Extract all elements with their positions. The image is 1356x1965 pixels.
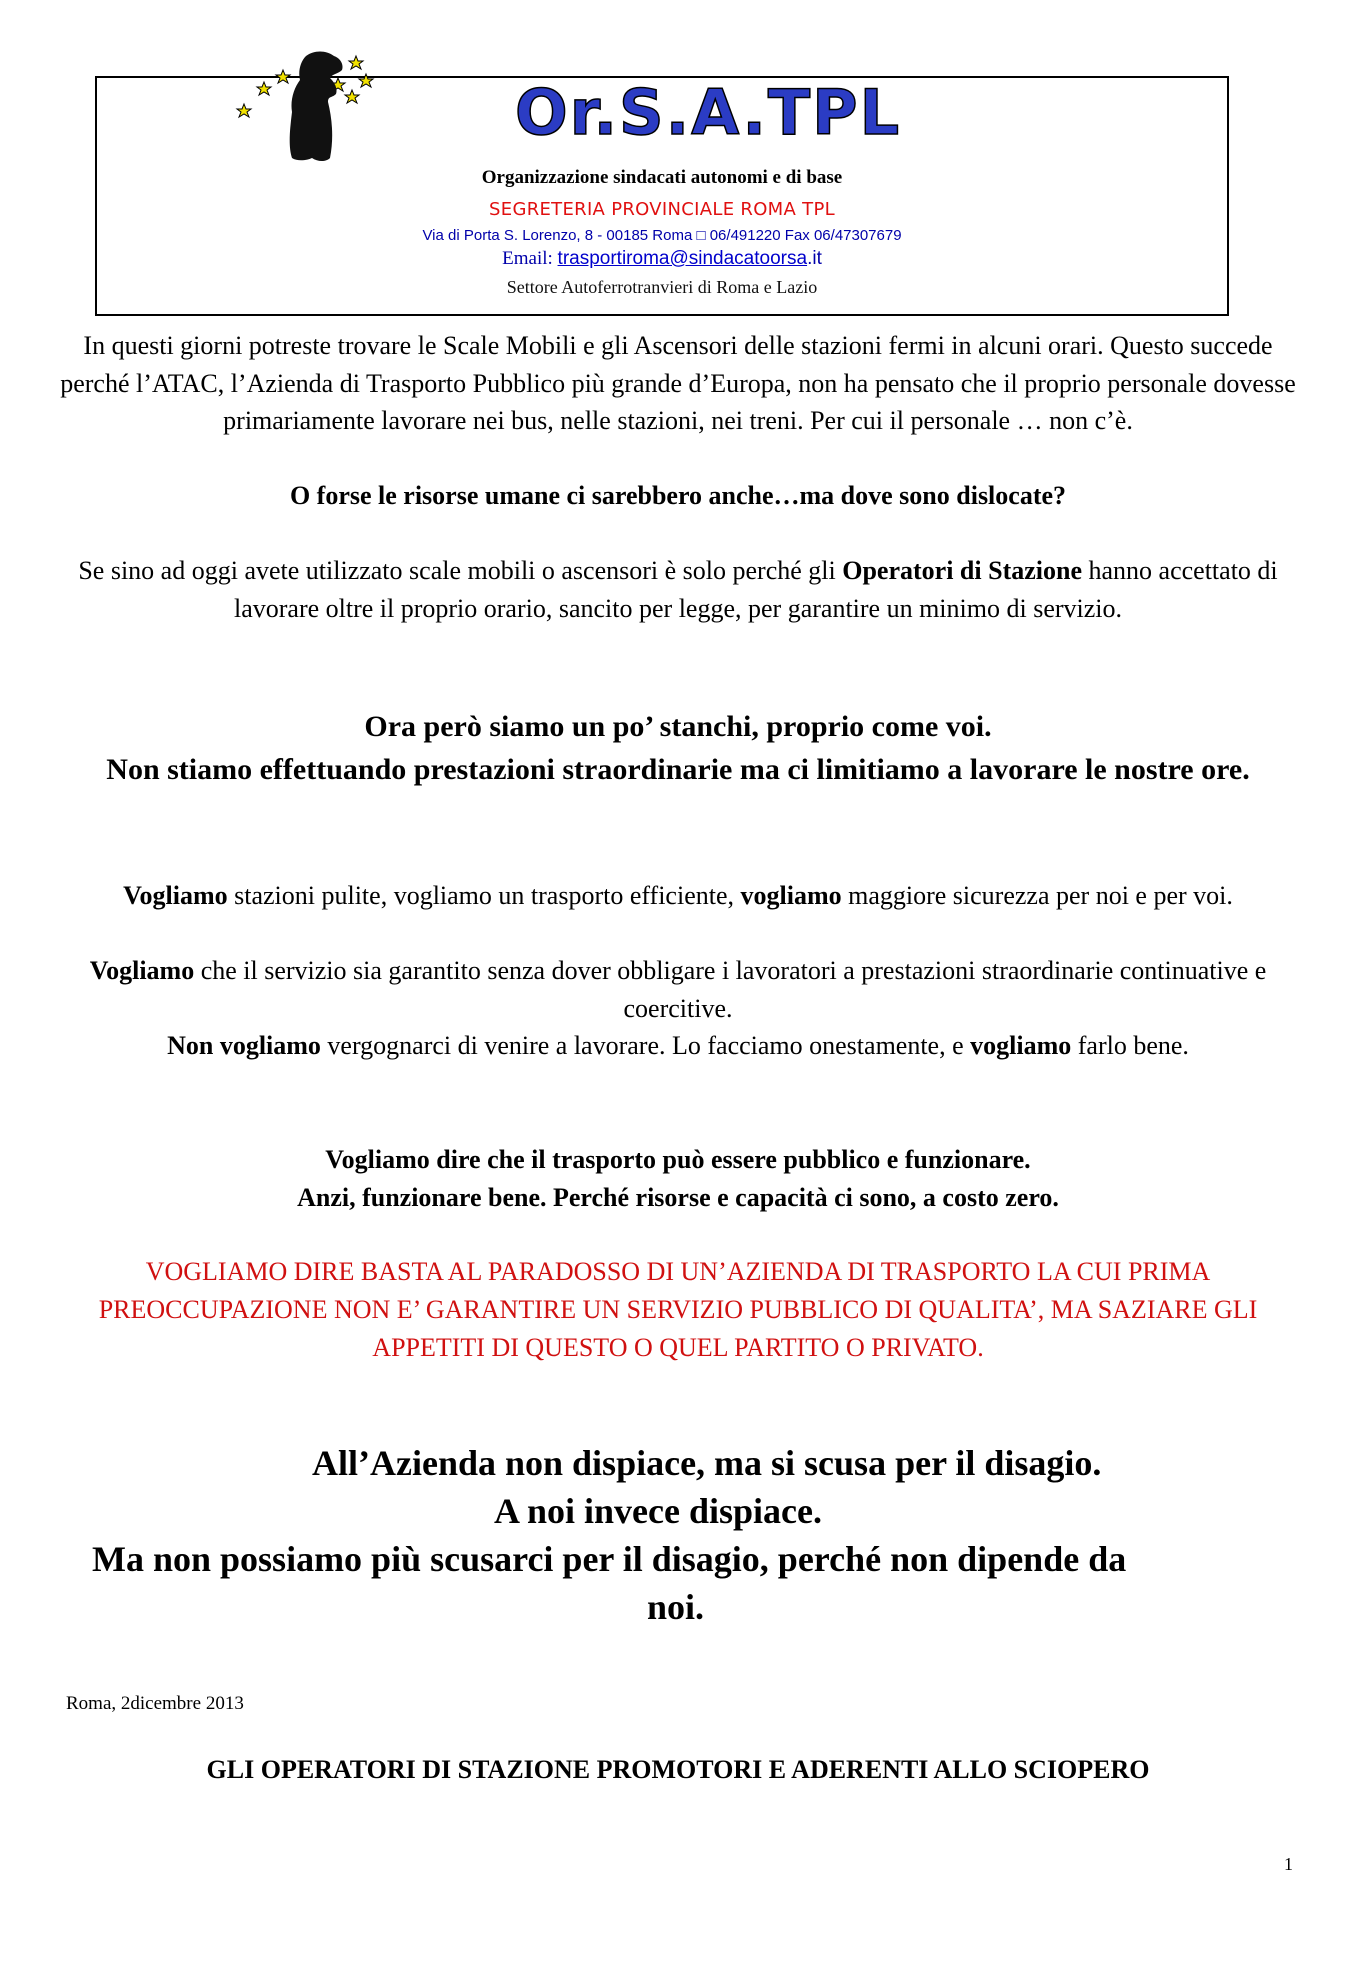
want-bold-1: Vogliamo — [123, 881, 228, 910]
operators-paragraph — [60, 552, 1296, 627]
public-line-2: Anzi, funzionare bene. Perché risorse e capacità ci sono, a costo zero. — [297, 1183, 1059, 1212]
email-line — [95, 248, 1229, 270]
want-bold-3: Vogliamo — [89, 956, 195, 985]
sector-line: Settore Autoferrotranvieri di Roma e Lazio — [506, 277, 818, 297]
want-text-5: farlo bene. — [1071, 1031, 1189, 1060]
email-link[interactable]: trasportiroma@sindacatoorsa — [557, 248, 808, 269]
closing-line-4: noi. — [647, 1587, 705, 1627]
email-label: Email: — [502, 248, 558, 269]
want-bold-2: vogliamo — [740, 881, 842, 910]
operators-text-start: Se sino ad oggi avete utilizzato scale mobili o ascensori è solo perché gli — [78, 556, 843, 585]
intro-paragraph: In questi giorni potreste trovare le Scale Mobili e gli Ascensori delle stazioni fermi in alcuni orari. Questo succede perché l’ATAC, l’Azienda di Trasporto Pubblico più grande d’Europa, non ha pensato che il proprio personale dovesse primariamente lavorare nei bus, nelle stazioni, nei treni. Per cui il personale … non c’è. — [60, 331, 1296, 435]
page-number: 1 — [1284, 1854, 1293, 1874]
closing-line-3: Ma non possiamo più scusarci per il disagio, perché non dipende da — [92, 1539, 1127, 1579]
want-bold-4: Non vogliamo — [167, 1031, 321, 1060]
star-icon — [345, 90, 359, 103]
organization-name: Organizzazione sindacati autonomi e di base — [481, 167, 843, 188]
star-icon — [359, 74, 373, 87]
star-icon — [276, 70, 290, 83]
want-text-1: stazioni pulite, vogliamo un trasporto efficiente, — [227, 881, 741, 910]
signature-line: GLI OPERATORI DI STAZIONE PROMOTORI E ADERENTI ALLO SCIOPERO — [206, 1755, 1150, 1784]
closing-line-1: All’Azienda non dispiace, ma si scusa per il disagio. — [312, 1443, 1102, 1483]
operators-text-end: hanno accettato di lavorare oltre il proprio orario, sancito per legge, per garantire un minimo di servizio. — [233, 556, 1278, 623]
secretariat-title: SEGRETERIA PROVINCIALE ROMA TPL — [489, 199, 835, 220]
star-icon — [257, 82, 271, 95]
want-paragraph-2 — [60, 952, 1296, 1027]
want-text-4: vergognarci di venire a lavorare. Lo facciamo onestamente, e — [320, 1031, 971, 1060]
address-line: Via di Porta S. Lorenzo, 8 - 00185 Roma □ 06/491220 Fax 06/47307679 — [422, 227, 902, 244]
operators-bold: Operatori di Stazione — [842, 556, 1082, 585]
question-line: O forse le risorse umane ci sarebbero anche…ma dove sono dislocate? — [289, 481, 1067, 510]
star-icon — [237, 104, 251, 117]
want-bold-5: vogliamo — [970, 1031, 1072, 1060]
star-icon — [349, 56, 363, 69]
document-date: Roma, 2dicembre 2013 — [66, 1693, 244, 1714]
bear-silhouette — [290, 52, 343, 162]
public-line-1: Vogliamo dire che il trasporto può essere pubblico e funzionare. — [325, 1145, 1031, 1174]
want-text-2: maggiore sicurezza per noi e per voi. — [841, 881, 1233, 910]
logo-title: Or.S.A.TPL — [515, 76, 902, 149]
want-paragraph-1 — [60, 877, 1296, 915]
red-statement: VOGLIAMO DIRE BASTA AL PARADOSSO DI UN’AZIENDA DI TRASPORTO LA CUI PRIMA PREOCCUPAZIONE NON E’ GARANTIRE UN SERVIZIO PUBBLICO DI QUALITA’, MA SAZIARE GLI APPETITI DI QUESTO O QUEL PARTITO O PRIVATO. — [98, 1257, 1258, 1362]
want-paragraph-3 — [60, 1027, 1296, 1065]
email-tld: .it — [807, 248, 822, 269]
closing-line-2: A noi invece dispiace. — [494, 1491, 823, 1531]
bear-logo-icon — [228, 48, 388, 166]
tired-line-1: Ora però siamo un po’ stanchi, proprio come voi. — [364, 710, 992, 743]
tired-line-2: Non stiamo effettuando prestazioni straordinarie ma ci limitiamo a lavorare le nostre ore. — [106, 753, 1250, 786]
want-text-3: che il servizio sia garantito senza dover obbligare i lavoratori a prestazioni straordinarie continuative e coercitive. — [194, 956, 1267, 1023]
